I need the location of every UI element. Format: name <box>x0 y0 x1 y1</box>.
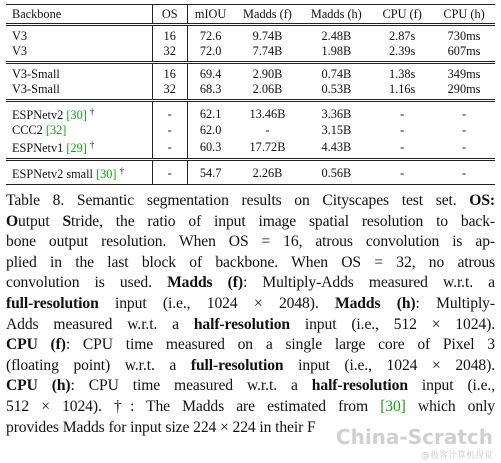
caption-line <box>6 335 495 356</box>
header-backbone: Backbone <box>6 5 152 25</box>
caption-text: input (i.e., <box>407 377 495 395</box>
cell-madds-f: 2.26B <box>234 160 302 185</box>
cell-cpu-h: - <box>461 123 467 137</box>
caption-bold: CPU (f) <box>6 336 66 354</box>
citation-link[interactable]: [32] <box>45 123 67 137</box>
cell-madds-h: 3.15B <box>321 123 352 137</box>
header-cpu-f: CPU (f) <box>371 5 433 25</box>
cell-madds-h: 4.43B <box>321 139 352 154</box>
cell-madds-f: 7.74B <box>252 44 283 58</box>
cell-madds-f: 13.46B <box>234 101 302 124</box>
table-row <box>6 44 495 63</box>
caption-bold: OS: <box>469 192 495 209</box>
cell-miou: 72.6 <box>187 25 233 45</box>
cell-cpu-h: 730ms <box>433 25 495 45</box>
cell-backbone <box>6 123 152 138</box>
cell-madds-h: 0.53B <box>321 82 352 96</box>
caption-text: : The Madds are estimated from <box>129 397 381 415</box>
caption-text: (floating point) w.r.t. a <box>6 356 191 374</box>
citation-link[interactable]: [30] <box>380 397 406 415</box>
header-madds-f: Madds (f) <box>234 5 302 25</box>
caption-text: Adds measured w.r.t. a <box>6 315 194 333</box>
caption-line: plied in the last block of backbone. When OS = 32, no atrous <box>6 253 495 271</box>
caption-text: tride, the ratio of input image spatial resolution to back- <box>71 212 496 230</box>
caption-line: provides Madds for input size 224 × 224 in their F <box>6 418 316 436</box>
caption-text: input (i.e., 1024 × 2048). <box>98 294 335 312</box>
cell-backbone <box>6 138 152 160</box>
cell-madds-f: - <box>265 123 270 137</box>
cell-cpu-f: 1.16s <box>389 82 416 96</box>
table-row <box>6 82 495 101</box>
caption-bold: S <box>62 212 72 230</box>
caption-line <box>6 315 495 336</box>
cell-madds-f: 9.74B <box>234 25 302 45</box>
cell-cpu-h: - <box>433 101 495 124</box>
caption-bold: Madds (f) <box>167 274 243 292</box>
caption-text: input (i.e., 1024 × 2048). <box>283 356 495 374</box>
caption-text: utput <box>18 212 63 230</box>
cell-backbone: V3-Small <box>6 63 152 83</box>
cell-madds-h: 1.98B <box>321 44 352 58</box>
dagger-mark: † <box>119 166 125 176</box>
cell-cpu-f: - <box>371 160 433 185</box>
caption-line: bone output resolution. When OS = 16, atrous convolution is ap- <box>6 233 495 251</box>
cell-backbone <box>6 160 152 185</box>
caption-line <box>6 191 495 212</box>
header-cpu-h: CPU (h) <box>433 5 495 25</box>
caption-line <box>6 397 495 418</box>
table-row <box>6 63 495 83</box>
cell-miou: 54.7 <box>187 160 233 185</box>
table-row <box>6 25 495 45</box>
caption-bold: O <box>6 212 19 230</box>
cell-madds-h: 3.36B <box>301 101 371 124</box>
caption-bold: half-resolution <box>193 315 290 333</box>
results-table <box>6 4 495 185</box>
watermark-text: China-Scratch <box>335 425 493 449</box>
header-madds-h: Madds (h) <box>301 5 371 25</box>
dagger-mark: † <box>113 397 130 415</box>
cell-miou: 60.3 <box>187 138 233 160</box>
caption-text: input (i.e., 512 × 1024). <box>289 315 495 333</box>
cell-madds-f: 17.72B <box>249 139 286 154</box>
caption-text: : CPU time measured w.r.t. a <box>70 377 312 395</box>
caption-text: Table 8. Semantic segmentation results on Cityscapes test set. <box>6 192 470 209</box>
cell-os: 32 <box>152 44 187 63</box>
cell-backbone: V3 <box>12 44 28 58</box>
table-row <box>6 101 495 124</box>
cell-cpu-f: 1.38s <box>371 63 433 83</box>
cell-cpu-h: - <box>433 160 495 185</box>
cell-cpu-f: 2.87s <box>371 25 433 45</box>
backbone-name: CCC2 <box>12 123 46 137</box>
cell-os: - <box>152 138 187 160</box>
caption-line <box>6 212 495 233</box>
table-row <box>6 138 495 160</box>
header-os: OS <box>152 5 187 25</box>
cell-cpu-h: 290ms <box>447 82 481 96</box>
table-caption <box>6 191 495 438</box>
table-header-row <box>6 5 495 25</box>
backbone-name: ESPNetv2 <box>12 108 67 122</box>
dagger-mark: † <box>89 140 95 150</box>
caption-text: convolution is used. <box>6 274 168 292</box>
caption-text: : Multiply- <box>415 294 495 312</box>
cell-os: - <box>152 101 187 124</box>
cell-os: 32 <box>152 82 187 101</box>
cell-madds-h: 0.56B <box>301 160 371 185</box>
cell-miou: 69.4 <box>187 63 233 83</box>
caption-bold: CPU (h) <box>6 377 71 395</box>
cell-madds-h: 0.74B <box>301 63 371 83</box>
backbone-name: ESPNetv2 small <box>12 167 97 181</box>
caption-line <box>6 294 495 315</box>
caption-bold: full-resolution <box>6 294 99 312</box>
caption-text: which only <box>405 397 496 415</box>
cell-cpu-f: - <box>400 123 405 137</box>
cell-cpu-h: 349ms <box>433 63 495 83</box>
citation-link[interactable]: [30] <box>96 167 117 181</box>
cell-backbone <box>6 101 152 124</box>
dagger-mark: † <box>89 107 95 117</box>
cell-miou: 68.3 <box>187 82 233 101</box>
caption-text: 512 × 1024). <box>6 397 114 415</box>
cell-miou: 62.0 <box>187 123 233 138</box>
caption-line <box>6 376 495 397</box>
citation-link[interactable]: [30] <box>66 108 87 122</box>
cell-miou: 72.0 <box>187 44 233 63</box>
cell-madds-f: 2.06B <box>252 82 283 96</box>
cell-os: - <box>152 123 187 138</box>
cell-madds-f: 2.90B <box>234 63 302 83</box>
cell-os: 16 <box>152 63 187 83</box>
caption-text: : CPU time measured on a single large core of Pixel 3 <box>65 336 495 354</box>
citation-link[interactable]: [29] <box>66 141 87 155</box>
cell-os: - <box>152 160 187 185</box>
caption-bold: full-resolution <box>190 356 284 374</box>
paper-page <box>6 4 495 438</box>
cell-backbone: V3 <box>6 25 152 45</box>
cell-backbone: V3-Small <box>12 82 60 96</box>
cell-miou: 62.1 <box>187 101 233 124</box>
cell-os: 16 <box>152 25 187 45</box>
table-row <box>6 160 495 185</box>
header-miou: mIOU <box>187 5 233 25</box>
cell-cpu-f: 2.39s <box>389 44 416 58</box>
cell-cpu-f: - <box>371 101 433 124</box>
caption-bold: half-resolution <box>311 377 408 395</box>
table-row <box>6 123 495 138</box>
caption-line <box>6 273 495 294</box>
cell-cpu-h: - <box>461 139 467 154</box>
caption-bold: Madds (h) <box>334 294 416 312</box>
cell-madds-h: 2.48B <box>301 25 371 45</box>
backbone-name: ESPNetv1 <box>12 141 67 155</box>
caption-text: : Multiply-Adds measured w.r.t. a <box>242 274 495 292</box>
cell-cpu-h: 607ms <box>447 44 481 58</box>
cell-cpu-f: - <box>400 139 405 154</box>
watermark-subtext: @极客计算机视觉 <box>420 451 493 461</box>
caption-line <box>6 356 495 377</box>
